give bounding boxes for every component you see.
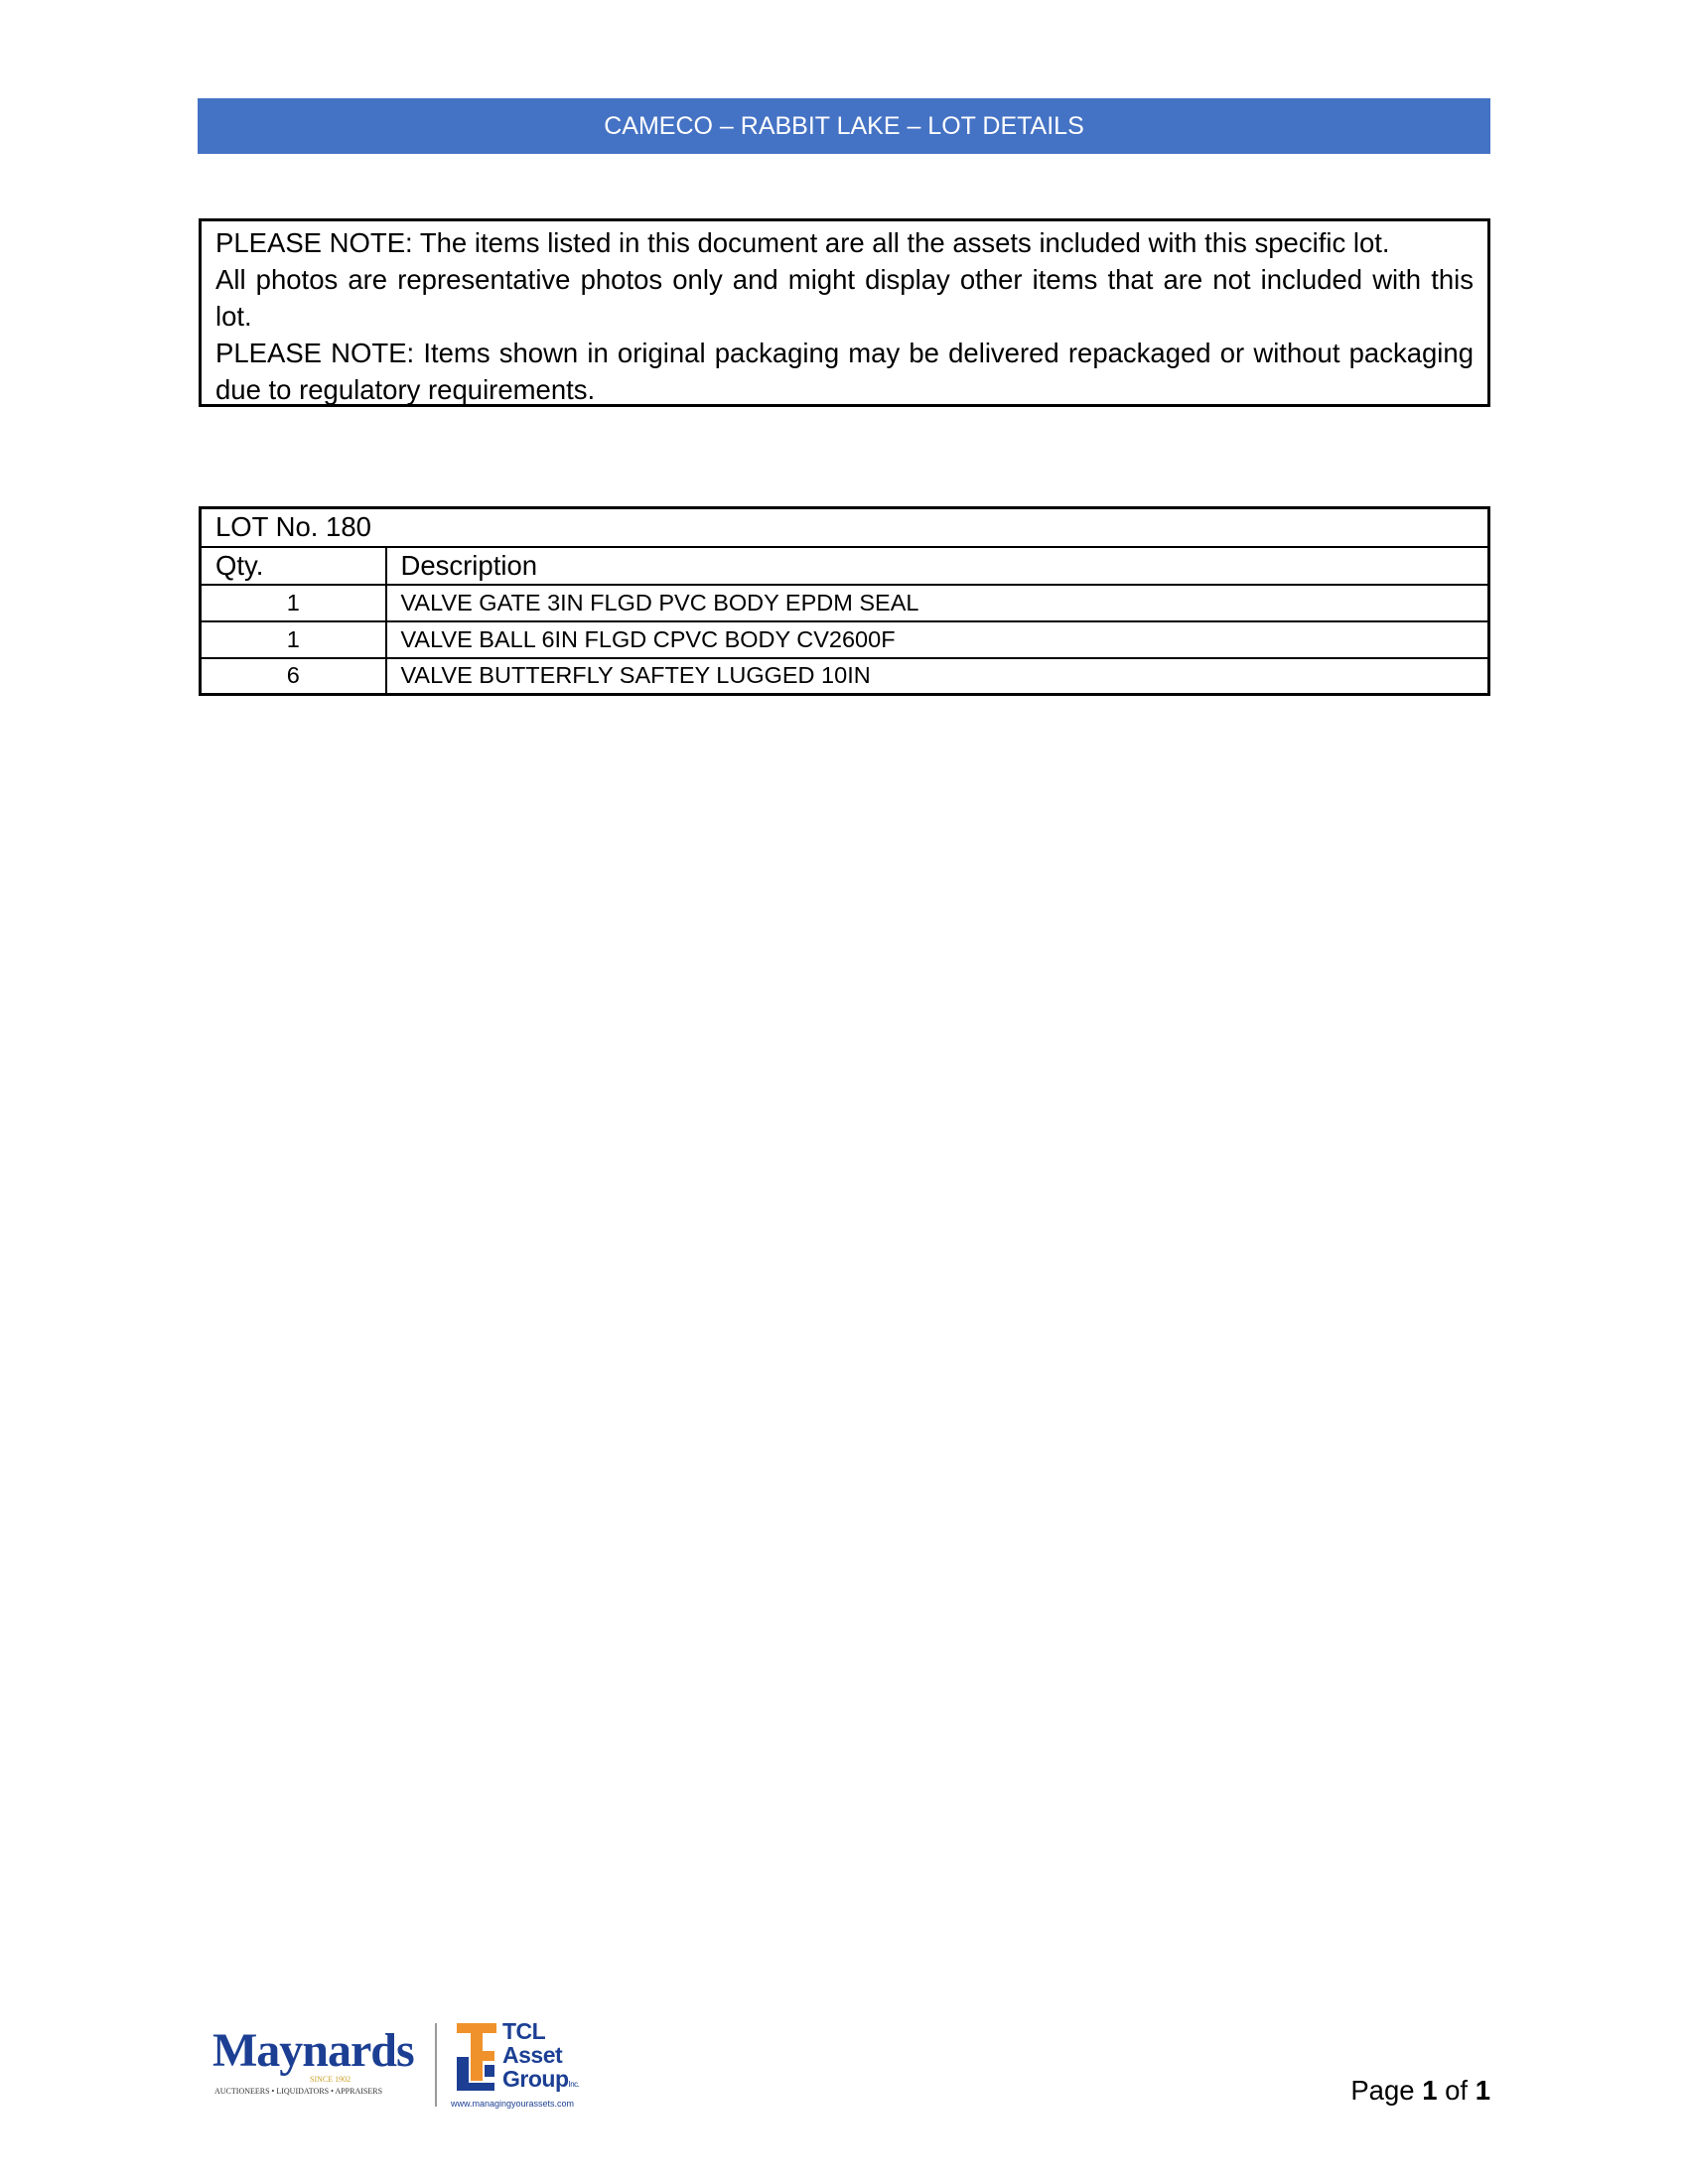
page-prefix: Page: [1350, 2075, 1423, 2106]
maynards-logo-tagline: AUCTIONEERS • LIQUIDATORS • APPRAISERS: [214, 2087, 383, 2096]
tcl-logo-text: [502, 2019, 579, 2097]
maynards-logo-since: SINCE 1902: [310, 2075, 352, 2084]
item-qty: 1: [201, 585, 386, 621]
column-header-description: Description: [386, 547, 1489, 585]
page-total: 1: [1475, 2075, 1490, 2106]
tcl-logo-line1: TCL: [502, 2018, 546, 2044]
tcl-logo-suffix: Inc.: [568, 2080, 580, 2089]
page-current: 1: [1422, 2075, 1438, 2106]
tcl-logo-line3: Group: [502, 2066, 569, 2092]
item-qty: 6: [201, 658, 386, 695]
lot-number: LOT No. 180: [201, 508, 1489, 547]
notice-line-assets: PLEASE NOTE: The items listed in this document are all the assets included with this specific lot.: [215, 227, 1390, 258]
lot-table: [199, 506, 1490, 696]
lot-title-row: [201, 508, 1489, 547]
page-separator: of: [1437, 2075, 1476, 2106]
maynards-logo-name: Maynards: [212, 2024, 414, 2077]
item-qty: 1: [201, 621, 386, 658]
item-description: VALVE BALL 6IN FLGD CPVC BODY CV2600F: [386, 621, 1489, 658]
page-number: [1350, 2075, 1490, 2107]
tcl-logo-line2: Asset: [502, 2042, 563, 2068]
table-row: [201, 621, 1489, 658]
tcl-logo: [451, 2018, 610, 2113]
document-title-bar: [198, 98, 1490, 154]
notice-line-photos: All photos are representative photos only and might display other items that are not included with this lot.: [215, 264, 1474, 332]
notice-box: [199, 218, 1490, 407]
item-description: VALVE GATE 3IN FLGD PVC BODY EPDM SEAL: [386, 585, 1489, 621]
item-description: VALVE BUTTERFLY SAFTEY LUGGED 10IN: [386, 658, 1489, 695]
tcl-logo-line3-wrap: [502, 2067, 579, 2097]
tcl-mark-icon: [451, 2021, 500, 2093]
document-title: CAMECO – RABBIT LAKE – LOT DETAILS: [604, 111, 1084, 140]
tcl-logo-url: www.managingyourassets.com: [451, 2099, 575, 2109]
table-row: [201, 658, 1489, 695]
table-header-row: [201, 547, 1489, 585]
table-row: [201, 585, 1489, 621]
footer-logos: [211, 2015, 608, 2115]
column-header-qty: Qty.: [201, 547, 386, 585]
notice-line-packaging: PLEASE NOTE: Items shown in original packaging may be delivered repackaged or without packaging due to regulatory requirements.: [215, 338, 1474, 405]
logo-divider: [435, 2023, 437, 2107]
maynards-logo: [211, 2025, 419, 2105]
